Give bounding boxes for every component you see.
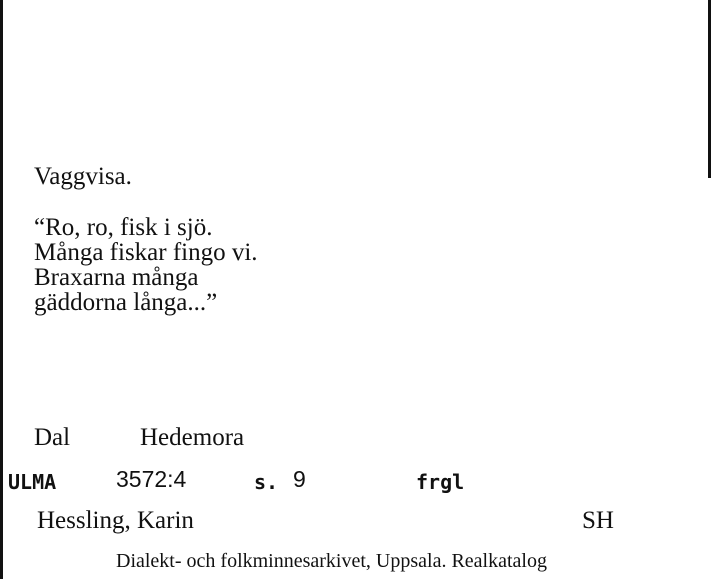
parish-label: Hedemora xyxy=(140,424,245,451)
archive-code: ULMA xyxy=(8,470,57,494)
collector-initials: SH xyxy=(582,507,614,534)
page-label: s. xyxy=(254,470,279,494)
verse-line: “Ro, ro, fisk i sjö. xyxy=(34,214,213,241)
category-code: frgl xyxy=(416,470,465,494)
record-number: 3572:4 xyxy=(116,466,187,492)
verse-text xyxy=(34,215,258,315)
card-title: Vaggvisa. xyxy=(34,163,132,190)
verse-line: Braxarna många xyxy=(34,264,199,291)
card-left-edge xyxy=(0,0,3,579)
verse-line: Många fiskar fingo vi. xyxy=(34,239,258,266)
province-label: Dal xyxy=(34,424,71,451)
collector-name: Hessling, Karin xyxy=(37,507,194,534)
archive-footer: Dialekt- och folkminnesarkivet, Uppsala. Realkatalog xyxy=(116,550,547,572)
page-number: 9 xyxy=(293,466,306,492)
verse-line: gäddorna långa...” xyxy=(34,289,218,316)
